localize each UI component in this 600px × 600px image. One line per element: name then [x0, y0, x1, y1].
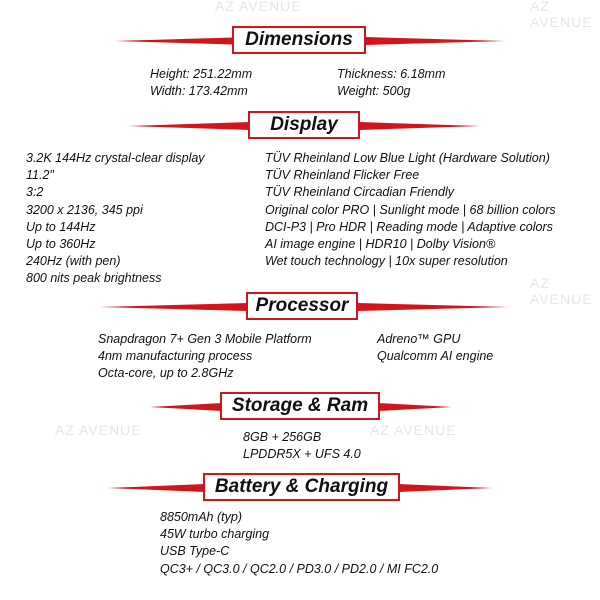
processor-right-column — [377, 331, 493, 365]
spec-line: 45W turbo charging — [160, 527, 270, 542]
section-title: Dimensions — [232, 26, 366, 54]
spec-line: USB Type-C — [160, 544, 230, 559]
spec-line: 4nm manufacturing process — [98, 349, 253, 364]
watermark: AZ AVENUE — [370, 422, 457, 438]
processor-left-column — [98, 331, 312, 383]
watermark: AZ AVENUE — [530, 275, 593, 307]
spec-line: 3.2K 144Hz crystal-clear display — [26, 151, 205, 165]
section-title: Display — [248, 111, 360, 139]
spec-line: 11.2" — [26, 168, 54, 183]
section-title: Battery & Charging — [203, 473, 400, 501]
watermark: AZ AVENUE — [55, 422, 142, 438]
section-header-processor — [0, 290, 600, 324]
section-header-storage — [0, 390, 600, 424]
battery-column — [160, 509, 438, 578]
spec-line: Thickness: 6.18mm — [337, 67, 446, 81]
spec-line: TÜV Rheinland Low Blue Light (Hardware Solution) — [265, 151, 550, 165]
spec-line: AI image engine | HDR10 | Dolby Vision® — [265, 237, 496, 252]
spec-line: 240Hz (with pen) — [26, 254, 121, 269]
section-header-battery — [0, 471, 600, 505]
spec-line: Up to 144Hz — [26, 219, 96, 234]
spec-line: QC3+ / QC3.0 / QC2.0 / PD3.0 / PD2.0 / MI FC2.0 — [160, 561, 439, 576]
storage-column — [243, 429, 361, 463]
display-right-column — [265, 150, 556, 270]
spec-line: LPDDR5X + UFS 4.0 — [243, 447, 361, 462]
watermark: AZ AVENUE — [215, 0, 302, 14]
dimensions-right-column — [337, 66, 445, 100]
spec-line: 8GB + 256GB — [243, 430, 322, 444]
spec-line: Weight: 500g — [337, 84, 411, 99]
spec-line: Qualcomm AI engine — [377, 349, 494, 364]
spec-line: Adreno™ GPU — [377, 332, 461, 346]
spec-line: 3200 x 2136, 345 ppi — [26, 202, 143, 217]
spec-line: TÜV Rheinland Circadian Friendly — [265, 185, 454, 200]
watermark: AZ AVENUE — [530, 0, 593, 30]
dimensions-left-column — [150, 66, 252, 100]
display-left-column — [26, 150, 205, 288]
section-title: Processor — [246, 292, 358, 320]
spec-line: 8850mAh (typ) — [160, 510, 242, 524]
section-header-dimensions — [0, 24, 600, 58]
spec-line: Width: 173.42mm — [150, 84, 248, 99]
spec-line: 800 nits peak brightness — [26, 271, 162, 286]
spec-line: Original color PRO | Sunlight mode | 68 billion colors — [265, 202, 556, 217]
spec-line: DCI-P3 | Pro HDR | Reading mode | Adaptive colors — [265, 219, 553, 234]
section-title: Storage & Ram — [220, 392, 380, 420]
spec-line: TÜV Rheinland Flicker Free — [265, 168, 420, 183]
spec-line: 3:2 — [26, 185, 44, 200]
spec-line: Octa-core, up to 2.8GHz — [98, 366, 234, 381]
spec-line: Snapdragon 7+ Gen 3 Mobile Platform — [98, 332, 312, 346]
section-header-display — [0, 109, 600, 143]
spec-line: Wet touch technology | 10x super resolution — [265, 254, 508, 269]
spec-line: Height: 251.22mm — [150, 67, 253, 81]
spec-line: Up to 360Hz — [26, 237, 96, 252]
